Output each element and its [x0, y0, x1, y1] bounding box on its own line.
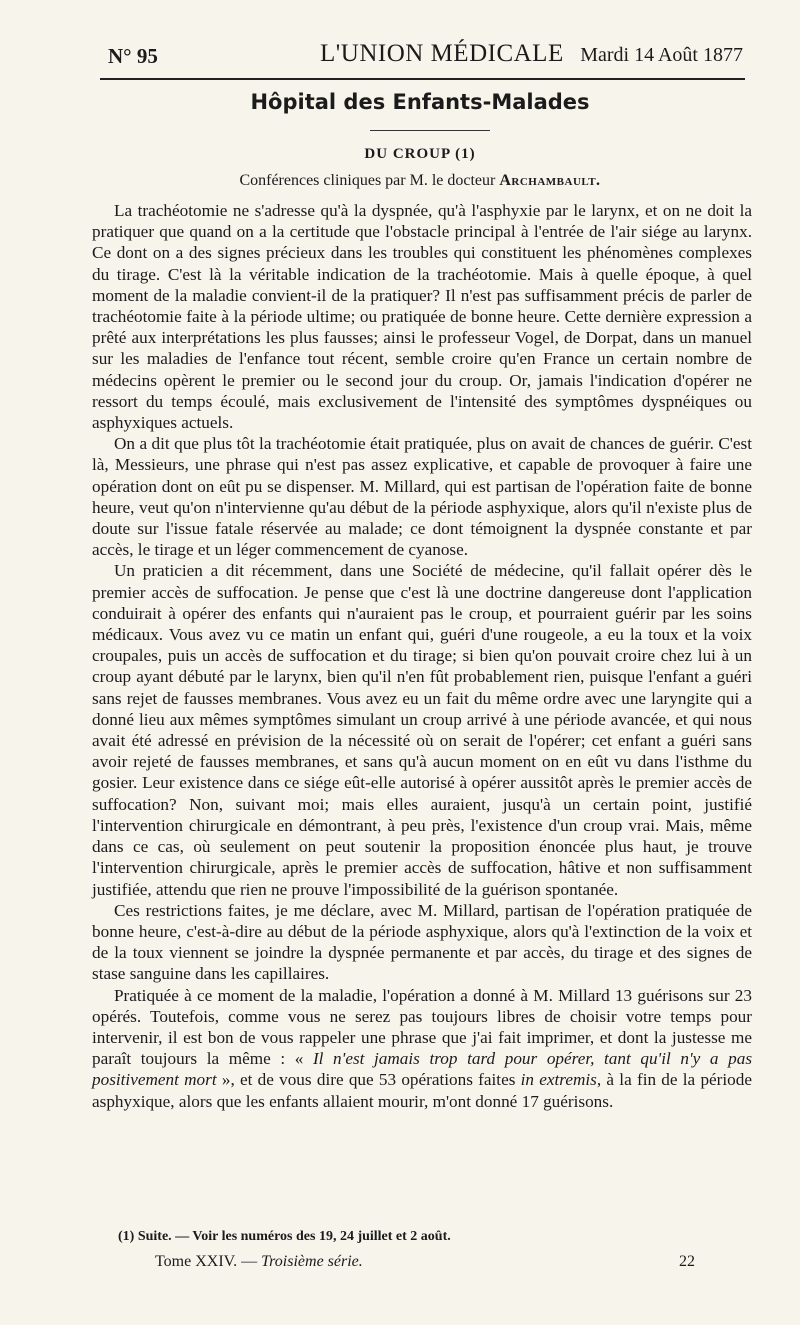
byline-prefix: Conférences cliniques par M. le docteur [239, 172, 500, 189]
quote-italic: Il n'est jamais trop tard pour opérer, tant qu'il n'y a pas positivement mort [92, 1049, 753, 1090]
paragraph: On a dit que plus tôt la trachéotomie était pratiquée, plus on avait de chances de guérir. C'est là, Messieurs, une phrase qui n'est pas assez explicative, et capable de provoquer à faire une opération dont on eût pu se dispenser. M. Millard, qui est partisan de l'opération faite de bonne heure, veut qu'on n'intervienne qu'au début de la période asphyxique, alors qu'il n'existe plus de doute sur l'issue fatale réservée au malade; ce dont témoignent la dyspnée constante et par accès, le tirage et un léger commencement de cyanose. [92, 434, 752, 560]
header-rule [100, 78, 745, 80]
series-label: Troisième série. [261, 1253, 363, 1270]
paragraph: Un praticien a dit récemment, dans une Société de médecine, qu'il fallait opérer dès le premier accès de suffocation. Je pense que c'est là une doctrine dangereuse dont l'application conduirait à opérer des enfants qui n'auraient pas le croup, et pourraient guérir par les soins médicaux. Vous avez vu ce matin un enfant qui, guéri d'une rougeole, a eu la toux et la voix croupales, puis un accès de suffocation et du tirage; si bien qu'on pouvait croire chez lui à un croup ayant débuté par le larynx, bien qu'il n'en fût probablement rien, puisque l'enfant a guéri sans rejet de fausses membranes. Vous avez eu un fait du même ordre avec une laryngite qui a donné lieu aux mêmes symptômes simulant un croup arrivé à une période avancée, et qui nous avait été adressé en prévision de la nécessité où on serait de l'opérer; cet enfant a guéri sans avoir rejeté de fausses membranes, et sans qu'à aucun moment on en eût vu dans l'isthme du gosier. Leur existence dans ce siége eût-elle autorisé à opérer aussitôt après le premier accès de suffocation? Non, suivant moi; mais elles auraient, jusqu'à un certain point, justifié l'intervention chirurgicale en démontrant, à peu près, l'existence d'un croup vrai. Mais, même dans ce cas, où seulement on peut soutenir la proposition énoncée plus haut, je trouve l'intervention chirurgicale, après le premier accès de suffocation, hâtive et non suffisamment justifiée, attendu que rien ne prouve l'impossibilité de la guérison spontanée. [92, 561, 752, 899]
paragraph: La trachéotomie ne s'adresse qu'à la dyspnée, qu'à l'asphyxie par le larynx, et on ne doit la pratiquer que quand on a la certitude que l'obstacle principal à l'entrée de l'air siége au larynx. Ce dont on a des signes précieux dans les troubles qui constituent les phénomènes complexes du tirage. C'est là la véritable indication de la trachéotomie. Mais à quelle époque, à quel moment de la maladie convient-il de la pratiquer? Il n'est pas suffisamment précis de parler de trachéotomie faite à la période ultime; ou pratiquée de bonne heure. Cette dernière expression a prêté aux interprétations les plus fausses; ainsi le professeur Vogel, de Dorpat, dans un manuel sur les maladies de l'enfance tout récent, semble croire qu'en France un certain nombre de médecins opèrent le premier ou le second jour du croup. Or, jamais l'indication d'opérer ne ressort du temps écoulé, mais exclusivement de l'intensité des symptômes dyspnéiques ou asphyxiques actuels. [92, 201, 752, 433]
text-run: , à la fin de la période asphyxique, alors que les enfants allaient mourir, m'ont donné 17 guérisons. [92, 1070, 752, 1111]
page-header [100, 38, 745, 78]
byline-author: Archambault. [499, 172, 601, 189]
article-title: DU CROUP (1) [364, 146, 476, 162]
page-footer [155, 1253, 695, 1275]
text-run: Pratiquée à ce moment de la maladie, l'opération a donné à M. Millard 13 guérisons sur 23 opérés. Toutefois, comme vous ne serez pas toujours libres de choisir votre temps pour intervenir, il est bon de vous rappeler une phrase que j'ai fait imprimer, et dont la justesse me paraît toujours la même : « [92, 985, 752, 1069]
byline [90, 172, 750, 190]
page-number: 22 [679, 1253, 695, 1270]
issue-number: N° 95 [108, 44, 158, 68]
tome-label [155, 1253, 363, 1271]
journal-title: L'UNION MÉDICALE [320, 40, 564, 67]
latin-italic: in extremis [520, 1070, 597, 1090]
footnote: (1) Suite. — Voir les numéros des 19, 24 juillet et 2 août. [118, 1229, 451, 1244]
article-body [92, 200, 752, 1112]
issue-date: Mardi 14 Août 1877 [580, 44, 743, 66]
paragraph: Ces restrictions faites, je me déclare, avec M. Millard, partisan de l'opération pratiquée de bonne heure, c'est-à-dire au début de la période asphyxique, alors qu'à l'extinction de la voix et de la toux viennent se joindre la dyspnée permanente et par accès, du tirage et des signes de stase sanguine dans les capillaires. [92, 900, 752, 984]
paragraph-last [92, 985, 752, 1112]
title-divider [370, 130, 490, 131]
section-title: Hôpital des Enfants-Malades [250, 90, 590, 114]
text-run: », et de vous dire que 53 opérations faites [216, 1070, 521, 1090]
tome-prefix: Tome XXIV. — [155, 1253, 262, 1270]
